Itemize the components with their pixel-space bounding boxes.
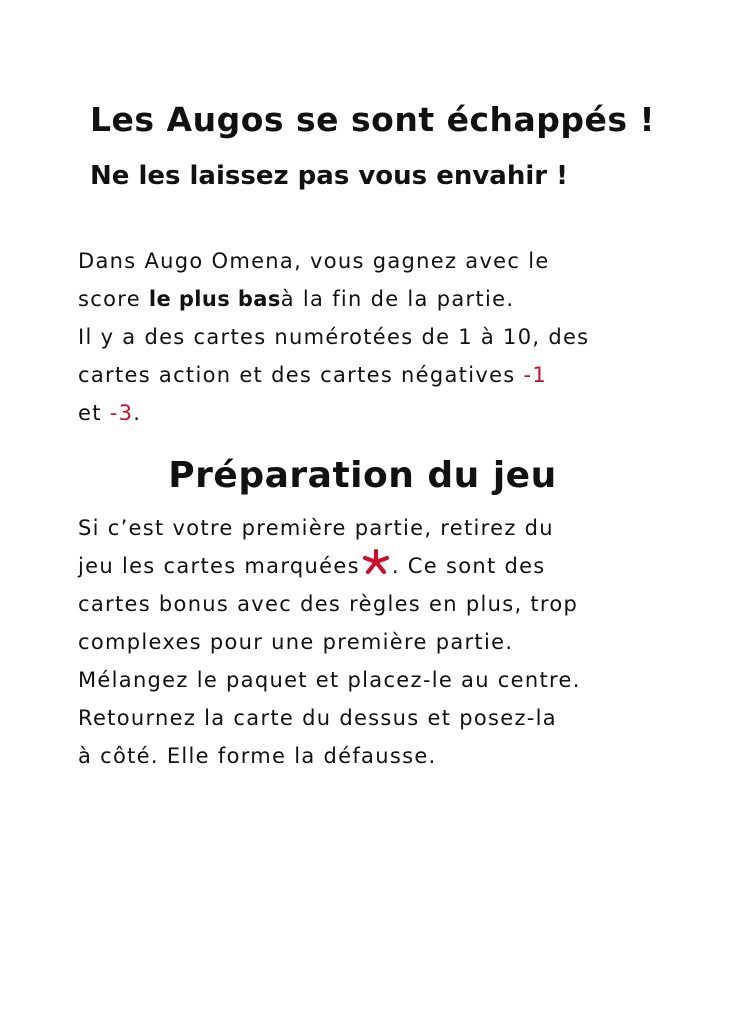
intro-text: cartes action et des cartes négatives <box>78 363 524 387</box>
setup-line-2 <box>78 547 698 585</box>
negative-value-minus-3: -3 <box>109 401 134 425</box>
negative-value-minus-1: -1 <box>523 363 548 387</box>
setup-line-4: complexes pour une première partie. <box>78 630 514 654</box>
setup-line-5: Mélangez le paquet et placez-le au centre. <box>78 668 581 692</box>
emphasis-lowest-score: le plus bas <box>148 287 281 311</box>
intro-text: à la fin de la partie. <box>280 287 515 311</box>
page-title: Les Augos se sont échappés ! <box>90 100 656 139</box>
intro-text: score <box>78 287 149 311</box>
page-subtitle: Ne les laissez pas vous envahir ! <box>90 161 568 191</box>
setup-line-6: Retournez la carte du dessus et posez-la <box>78 706 557 730</box>
setup-text: jeu les cartes marquées <box>78 554 360 578</box>
intro-line-2 <box>78 280 698 318</box>
intro-text: . <box>133 401 142 425</box>
setup-text: . Ce sont des <box>391 554 546 578</box>
intro-line-3: Il y a des cartes numérotées de 1 à 10, des <box>78 325 590 349</box>
intro-line-4 <box>78 356 698 394</box>
intro-paragraph <box>78 242 698 432</box>
setup-line-7: à côté. Elle forme la défausse. <box>78 744 437 768</box>
intro-line-5 <box>78 394 698 432</box>
section-title-setup: Préparation du jeu <box>168 455 557 496</box>
star-icon <box>362 549 390 575</box>
setup-paragraph <box>78 509 698 775</box>
setup-line-3: cartes bonus avec des règles en plus, trop <box>78 592 579 616</box>
intro-line-1: Dans Augo Omena, vous gagnez avec le <box>78 249 550 273</box>
setup-line-1: Si c’est votre première partie, retirez du <box>78 516 554 540</box>
intro-text: et <box>78 401 110 425</box>
